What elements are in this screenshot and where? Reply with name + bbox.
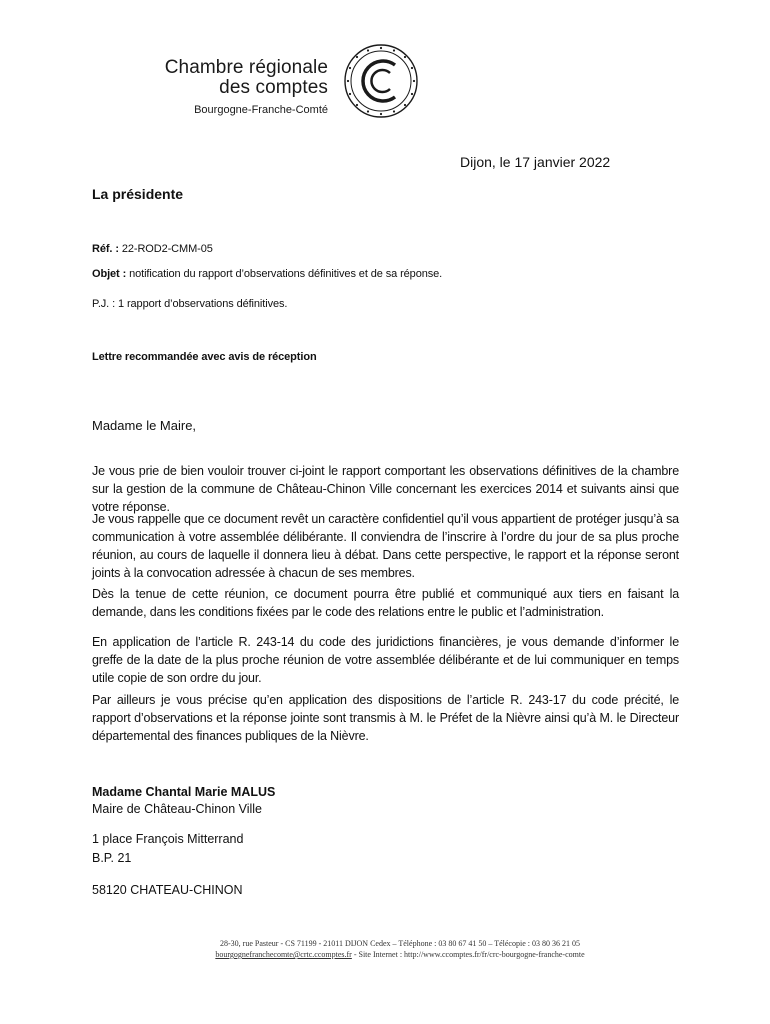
subject-label: Objet : xyxy=(92,268,127,280)
reference-label: Réf. : xyxy=(92,243,119,255)
footer xyxy=(100,938,700,960)
org-name-line1: Chambre régionale xyxy=(164,57,328,78)
recipient-name: Madame Chantal Marie MALUS xyxy=(92,785,276,799)
recipient-address-line1: 1 place François Mitterrand xyxy=(92,832,244,846)
recipient-address-line2: B.P. 21 xyxy=(92,851,132,865)
recipient-block xyxy=(92,784,275,818)
organization-header xyxy=(150,58,328,117)
body-paragraph: Je vous prie de bien vouloir trouver ci-joint le rapport comportant les observations définitives de la chambre sur la gestion de la commune de Château-Chinon Ville concernant les exercices 2014 et suivants ainsi que votre réponse. xyxy=(92,464,679,514)
org-name-line2: des comptes xyxy=(219,77,328,98)
salutation: Madame le Maire, xyxy=(92,418,197,433)
body-paragraph: Je vous rappelle que ce document revêt un caractère confidentiel qu’il vous appartient de protéger jusqu’à sa communication à votre assemblée délibérante. Il conviendra de l’inscrire à l’ordre du jour de sa plus proche réunion, au cours de laquelle il donnera lieu à débat. Dans cette perspective, le rapport et la réponse seront joints à la convocation adressée à chacun de ses membres. xyxy=(92,512,679,580)
body-paragraph: Dès la tenue de cette réunion, ce document pourra être publié et communiqué aux tiers en faisant la demande, dans les conditions fixées par le code des relations entre le public et l’administration. xyxy=(92,587,679,619)
footer-contact: 28-30, rue Pasteur - CS 71199 - 21011 DIJON Cedex – Téléphone : 03 80 67 41 50 – Télécopie : 03 80 36 21 05 xyxy=(220,939,580,948)
subject-value: notification du rapport d’observations définitives et de sa réponse. xyxy=(126,268,443,280)
delivery-method: Lettre recommandée avec avis de réception xyxy=(92,351,317,363)
recipient-role: Maire de Château-Chinon Ville xyxy=(92,802,263,816)
reference-line xyxy=(92,243,213,255)
attachment-line: P.J. : 1 rapport d’observations définitives. xyxy=(92,298,288,310)
letter-date: Dijon, le 17 janvier 2022 xyxy=(460,154,611,170)
crc-seal-logo xyxy=(343,43,419,119)
footer-web xyxy=(100,949,700,960)
body-paragraph: En application de l’article R. 243-14 du code des juridictions financières, je vous demande d’informer le greffe de la date de la plus proche réunion de votre assemblée délibérante et de lui communiquer en temps utile copie de son ordre du jour. xyxy=(92,635,679,685)
subject-line xyxy=(92,268,442,280)
org-region: Bourgogne-Franche-Comté xyxy=(194,104,328,116)
recipient-postal: 58120 CHATEAU-CHINON xyxy=(92,883,243,897)
author-title: La présidente xyxy=(92,186,184,202)
body-paragraph: Par ailleurs je vous précise qu’en application des dispositions de l’article R. 243-17 du code précité, le rapport d’observations et la réponse jointe sont transmis à M. le Préfet de la Nièvre ainsi qu’à M. le Directeur départemental des finances publiques de la Nièvre. xyxy=(92,693,679,743)
footer-email-link[interactable]: bourgognefranchecomte@crtc.ccomptes.fr xyxy=(215,950,352,959)
footer-site: - Site Internet : http://www.ccomptes.fr/fr/crc-bourgogne-franche-comte xyxy=(351,950,585,959)
reference-value: 22-ROD2-CMM-05 xyxy=(118,243,213,255)
